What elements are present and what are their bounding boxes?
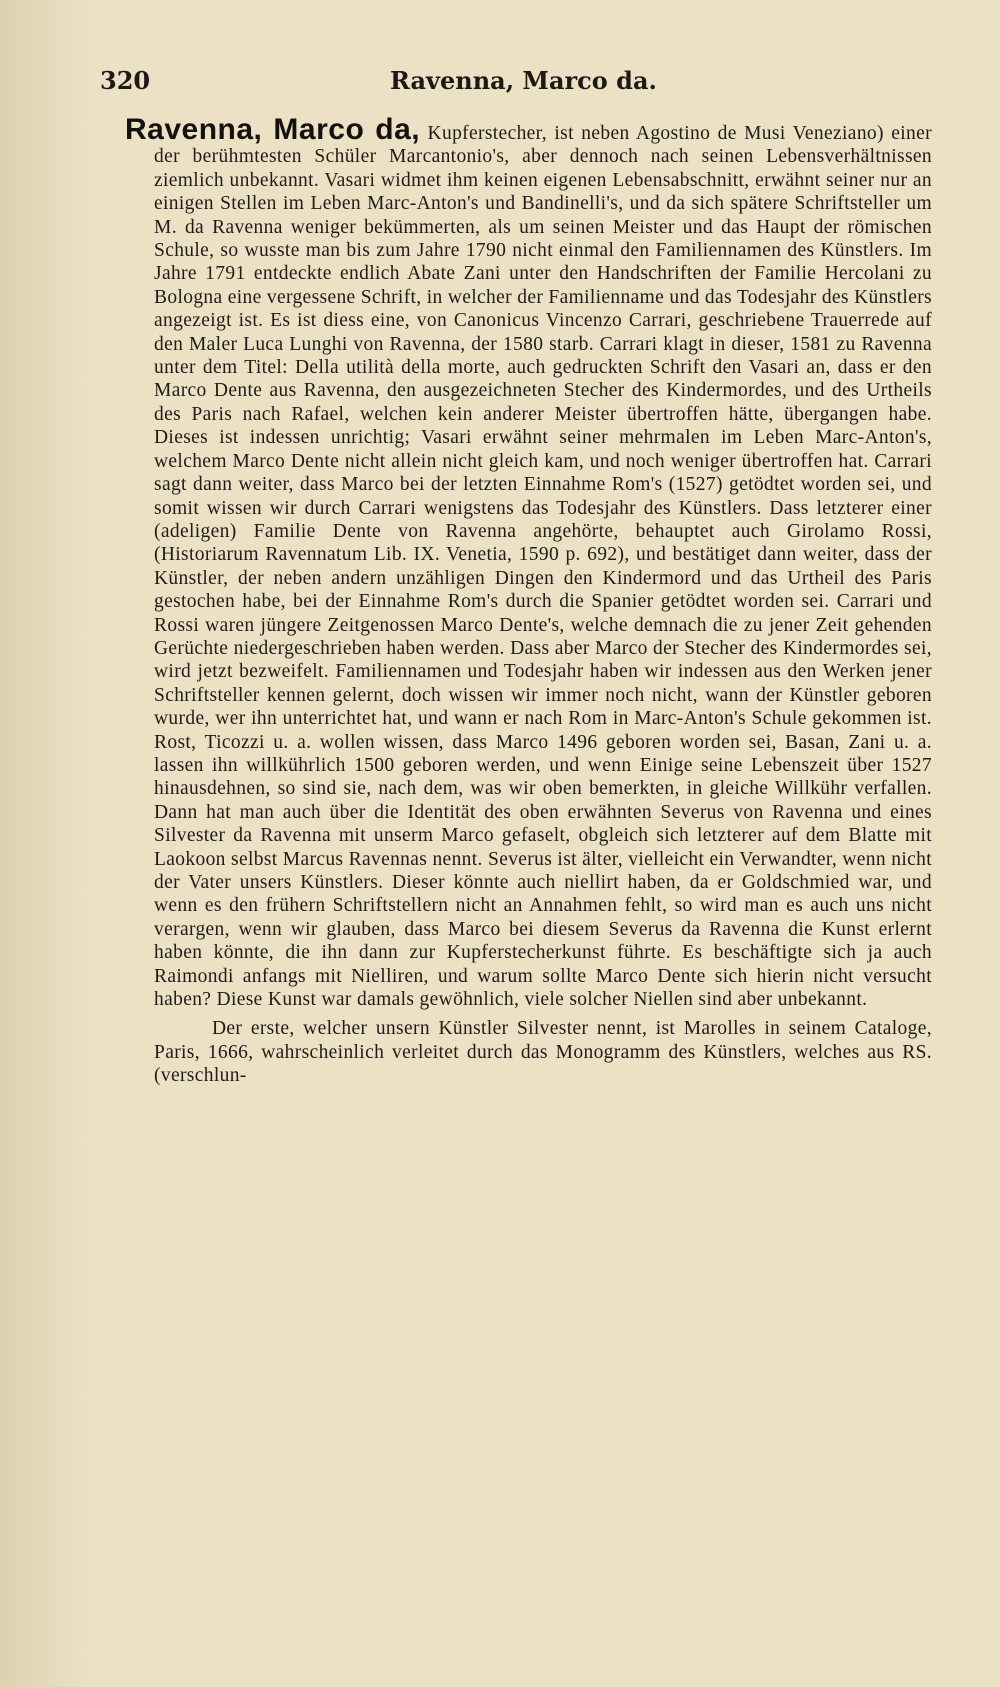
page-header (100, 66, 940, 102)
paragraph-1-text: Kupferstecher, ist neben Agostino de Musi Veneziano) einer der berühmtesten Schüler Marcantonio's, aber dennoch nach seinen Lebensverhältnissen ziemlich unbekannt. Vasari widmet ihm keinen eigenen Lebensabschnitt, erwähnt seiner nur an einigen Stellen im Leben Marc-Anton's und Bandinelli's, und da sich spätere Schriftsteller um M. da Ravenna weniger bekümmerten, als um seinen Meister und das Haupt der römischen Schule, so wusste man bis zum Jahre 1790 nicht einmal den Familiennamen des Künstlers. Im Jahre 1791 entdeckte endlich Abate Zani unter den Handschriften der Familie Hercolani zu Bologna eine vergessene Schrift, in welcher der Familienname und das Todesjahr des Künstlers angezeigt ist. Es ist diess eine, von Canonicus Vincenzo Carrari, geschriebene Trauerrede auf den Maler Luca Lunghi von Ravenna, der 1580 starb. Carrari klagt in dieser, 1581 zu Ravenna unter dem Titel: Della utilità della morte, auch gedruckten Schrift den Vasari an, dass er den Marco Dente aus Ravenna, den ausgezeichneten Stecher des Kindermordes, und des Urtheils des Paris nach Rafael, welchen kein anderer Meister übertroffen hätte, übergangen habe. Dieses ist indessen unrichtig; Vasari erwähnt seiner mehrmalen im Leben Marc-Anton's, welchem Marco Dente nicht allein nicht gleich kam, und noch weniger übertroffen hat. Carrari sagt dann weiter, dass Marco bei der letzten Einnahme Rom's (1527) getödtet worden sei, und somit wissen wir durch Carrari wenigstens das Todesjahr des Künstlers. Dass letzterer einer (adeligen) Familie Dente von Ravenna angehörte, behauptet auch Girolamo Rossi, (Historiarum Ravennatum Lib. IX. Venetia, 1590 p. 692), und bestätiget dann weiter, dass der Künstler, der neben andern unzähligen Dingen den Kindermord und das Urtheil des Paris gestochen habe, bei der Einnahme Rom's durch die Spanier getödtet worden sei. Carrari und Rossi waren jüngere Zeitgenossen Marco Dente's, welche demnach die zu jener Zeit gehenden Gerüchte niedergeschrieben haben werden. Dass aber Marco der Stecher des Kindermordes sei, wird jetzt bezweifelt. Familiennamen und Todesjahr haben wir indessen aus den Werken jener Schriftsteller kennen gelernt, doch wissen wir immer noch nicht, wann der Künstler geboren wurde, wer ihn unterrichtet hat, und wann er nach Rom in Marc-Anton's Schule gekommen ist. Rost, Ticozzi u. a. wollen wissen, dass Marco 1496 geboren worden sei, Basan, Zani u. a. lassen ihn willkührlich 1500 geboren werden, und wenn Einige seine Lebenszeit über 1527 hinausdehnen, so sind sie, nach dem, was wir oben bemerkten, in gleiche Willkühr verfallen. Dann hat man auch über die Identität des oben erwähnten Severus von Ravenna und eines Silvester da Ravenna mit unserm Marco gefaselt, obgleich sich letzterer auf dem Blatte mit Laokoon selbst Marcus Ravennas nennt. Severus ist älter, vielleicht ein Verwandter, wenn nicht der Vater unsers Künstlers. Dieser könnte auch niellirt haben, da er Goldschmied war, und wenn es den frühern Schriftstellern nicht an Annahmen fehlt, so wird man es auch uns nicht verargen, wenn wir glauben, dass Marco bei diesem Severus da Ravenna die Kunst erlernt haben könnte, die ihn dann zur Kupferstecherkunst führte. Es beschäftigte sich ja auch Raimondi anfangs mit Nielliren, und warum sollte Marco Dente sich hierin nicht versucht haben? Diese Kunst war damals gewöhnlich, viele solcher Niellen sind aber unbekannt. (154, 123, 932, 1011)
page-number: 320 (100, 66, 151, 95)
article-paragraph-1 (125, 113, 932, 1011)
page-edge-shading (0, 0, 90, 1687)
article-headword: Ravenna, Marco da, (125, 113, 421, 146)
article-paragraph-2 (154, 1017, 932, 1087)
article-body (125, 113, 932, 1088)
paragraph-2-text: Der erste, welcher unsern Künstler Silvester nennt, ist Marolles in seinem Cataloge, Paris, 1666, wahrscheinlich verleitet durch das Monogramm des Künstlers, welches aus RS. (verschlun- (154, 1018, 932, 1087)
running-head: Ravenna, Marco da. (390, 66, 657, 95)
